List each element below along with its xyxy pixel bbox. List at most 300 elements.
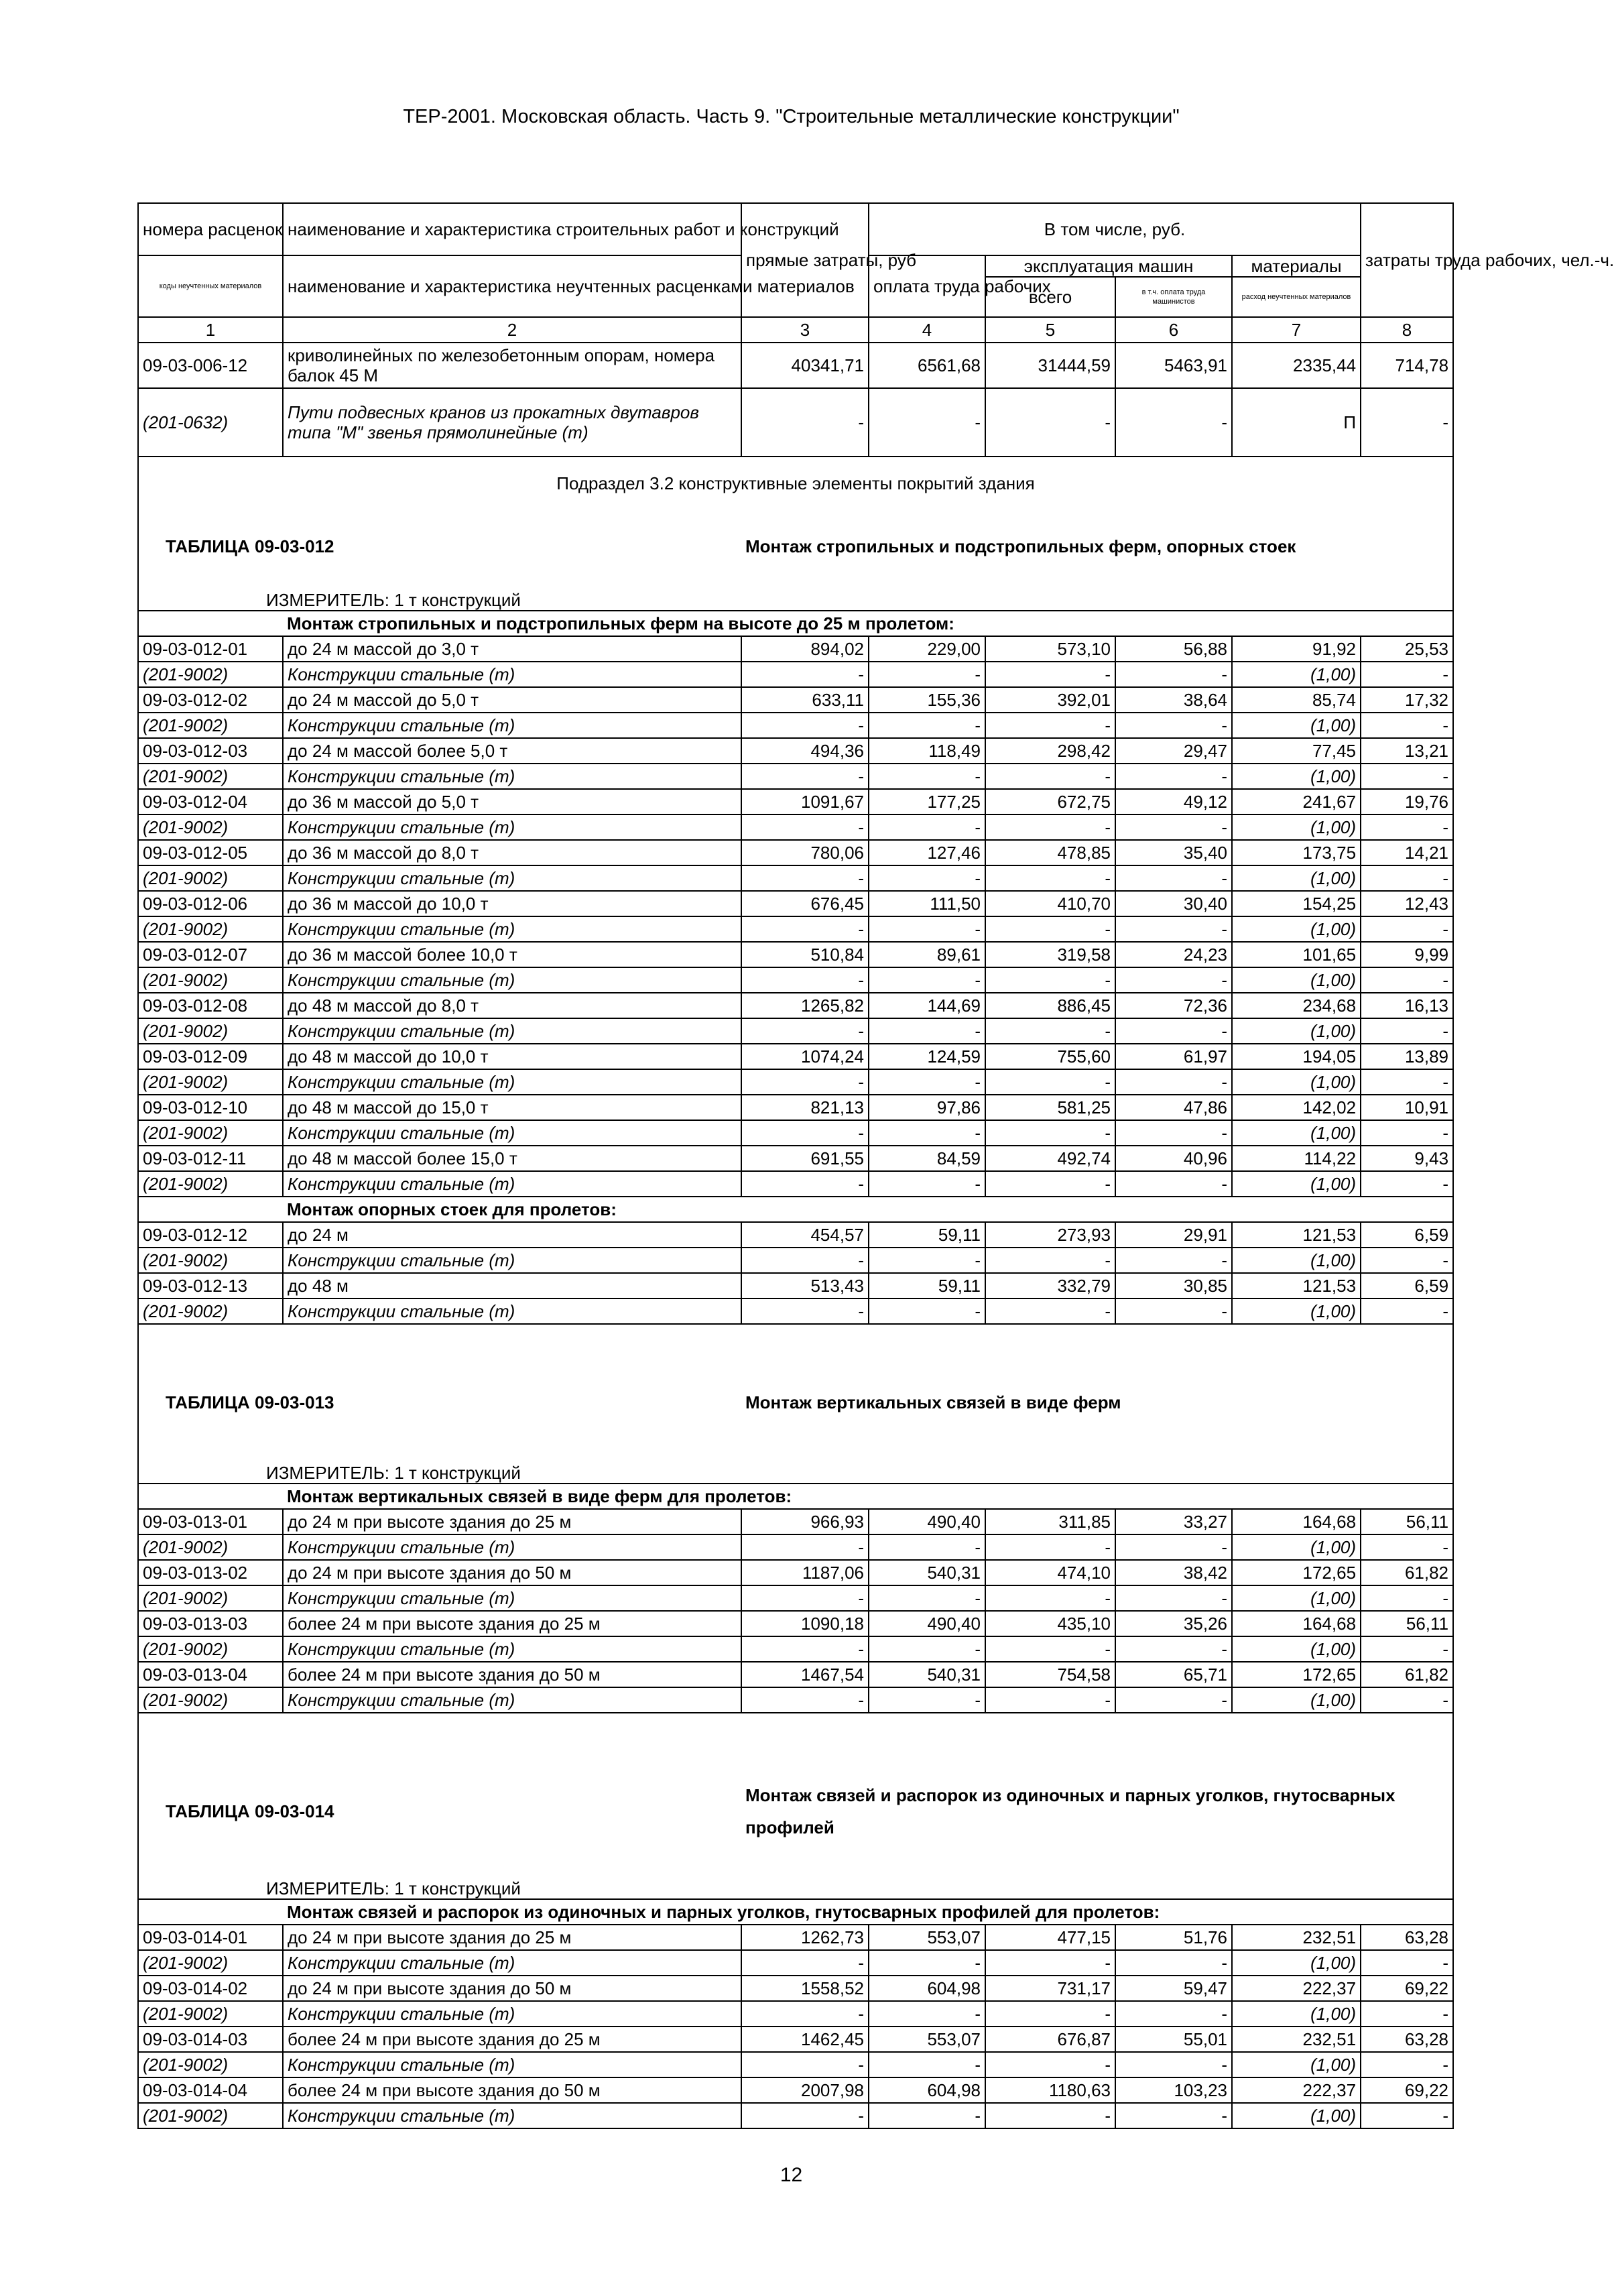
machines-total: 435,10: [985, 1611, 1115, 1636]
material-name: Конструкции стальные (т): [283, 916, 741, 942]
labor-hours: -: [1361, 1120, 1453, 1146]
labor-hours: -: [1361, 1018, 1453, 1044]
wages: 553,07: [869, 1925, 985, 1950]
materials: (1,00): [1232, 764, 1361, 789]
labor-hours: 56,11: [1361, 1509, 1453, 1534]
material-code: (201-9002): [138, 1069, 283, 1095]
wages: -: [869, 865, 985, 891]
machinists-wages: 61,97: [1115, 1044, 1232, 1069]
wages: 229,00: [869, 636, 985, 662]
material-code: (201-9002): [138, 1298, 283, 1324]
labor-hours: -: [1361, 2052, 1453, 2077]
machinists-wages: -: [1115, 1171, 1232, 1197]
col-machinists-header: в т.ч. оплата труда машинистов: [1115, 277, 1232, 317]
machinists-wages: 24,23: [1115, 942, 1232, 967]
machinists-wages: -: [1115, 1018, 1232, 1044]
direct-costs: -: [741, 967, 869, 993]
table-row: [138, 636, 1453, 662]
machines-total: 676,87: [985, 2027, 1115, 2052]
rate-code: 09-03-012-05: [138, 840, 283, 865]
material-code: (201-9002): [138, 764, 283, 789]
labor-hours: -: [1361, 1171, 1453, 1197]
material-name: Конструкции стальные (т): [283, 713, 741, 738]
wages: 604,98: [869, 2077, 985, 2103]
machines-total: 731,17: [985, 1976, 1115, 2001]
material-row: [138, 1171, 1453, 1197]
machines-total: -: [985, 1950, 1115, 1976]
labor-hours: 63,28: [1361, 1925, 1453, 1950]
wages: -: [869, 2103, 985, 2128]
materials: 194,05: [1232, 1044, 1361, 1069]
materials: 232,51: [1232, 1925, 1361, 1950]
machines-total: 474,10: [985, 1560, 1115, 1585]
materials: 172,65: [1232, 1662, 1361, 1687]
header-row-1: [138, 203, 1453, 255]
material-row: [138, 1120, 1453, 1146]
machines-total: -: [985, 814, 1115, 840]
table-gap: [138, 1713, 1453, 1751]
machines-total: 31444,59: [985, 343, 1115, 388]
table-row: [138, 1925, 1453, 1950]
machines-total: 492,74: [985, 1146, 1115, 1171]
materials: (1,00): [1232, 814, 1361, 840]
spacer: [138, 1324, 1453, 1362]
machines-total: -: [985, 764, 1115, 789]
table-row: [138, 1273, 1453, 1298]
machinists-wages: 29,47: [1115, 738, 1232, 764]
rate-code: 09-03-012-09: [138, 1044, 283, 1069]
materials: 222,37: [1232, 2077, 1361, 2103]
materials: 222,37: [1232, 1976, 1361, 2001]
direct-costs: -: [741, 1018, 869, 1044]
col-num: 5: [985, 317, 1115, 343]
material-code: (201-9002): [138, 1534, 283, 1560]
machinists-wages: -: [1115, 1534, 1232, 1560]
machinists-wages: 51,76: [1115, 1925, 1232, 1950]
table-row: [138, 1509, 1453, 1534]
material-code: (201-9002): [138, 2052, 283, 2077]
direct-costs: -: [741, 814, 869, 840]
machinists-wages: -: [1115, 967, 1232, 993]
table-name: Монтаж связей и распорок из одиночных и парных уголков, гнутосварных профилей: [741, 1751, 1453, 1872]
labor-hours: 14,21: [1361, 840, 1453, 865]
machines-total: 311,85: [985, 1509, 1115, 1534]
wages: -: [869, 662, 985, 687]
machinists-wages: 40,96: [1115, 1146, 1232, 1171]
wages: 604,98: [869, 1976, 985, 2001]
machinists-wages: -: [1115, 865, 1232, 891]
material-name: Конструкции стальные (т): [283, 1298, 741, 1324]
wages: 540,31: [869, 1560, 985, 1585]
material-name: Конструкции стальные (т): [283, 967, 741, 993]
machines-total: -: [985, 967, 1115, 993]
col-machines-total-header: всего: [985, 277, 1115, 317]
col-wages-header: оплата труда рабочих: [869, 255, 985, 317]
table-gap: [138, 1324, 1453, 1362]
machines-total: -: [985, 713, 1115, 738]
rate-name: до 48 м массой до 8,0 т: [283, 993, 741, 1018]
wages: -: [869, 1069, 985, 1095]
labor-hours: -: [1361, 713, 1453, 738]
labor-hours: 16,13: [1361, 993, 1453, 1018]
rate-name: до 24 м: [283, 1222, 741, 1248]
rate-name: до 36 м массой до 10,0 т: [283, 891, 741, 916]
material-name: Конструкции стальные (т): [283, 2052, 741, 2077]
labor-hours: 714,78: [1361, 343, 1453, 388]
direct-costs: -: [741, 1636, 869, 1662]
direct-costs: 1262,73: [741, 1925, 869, 1950]
col-group-header: В том числе, руб.: [869, 203, 1361, 255]
group-title: Монтаж связей и распорок из одиночных и парных уголков, гнутосварных профилей для пролетов:: [283, 1899, 1453, 1925]
table-heading-row: [138, 1751, 1453, 1872]
material-code: (201-9002): [138, 916, 283, 942]
machines-total: 672,75: [985, 789, 1115, 814]
table-row: [138, 738, 1453, 764]
table-heading-row: [138, 509, 1453, 583]
machinists-wages: -: [1115, 1636, 1232, 1662]
table-row: [138, 1611, 1453, 1636]
labor-hours: -: [1361, 967, 1453, 993]
labor-hours: -: [1361, 1950, 1453, 1976]
col-codes-header: номера расценок: [138, 203, 283, 255]
labor-hours: -: [1361, 1069, 1453, 1095]
table-code: ТАБЛИЦА 09-03-013: [138, 1362, 741, 1443]
group-title-row: [138, 1197, 1453, 1222]
material-row: [138, 662, 1453, 687]
section-title: Подраздел 3.2 конструктивные элементы покрытий здания: [138, 457, 1453, 509]
wages: 6561,68: [869, 343, 985, 388]
col-name-sub-header: наименование и характеристика неучтенных расценками материалов: [283, 255, 741, 317]
table-code: ТАБЛИЦА 09-03-012: [138, 509, 741, 583]
machines-total: -: [985, 1069, 1115, 1095]
machinists-wages: -: [1115, 1248, 1232, 1273]
machines-total: -: [985, 865, 1115, 891]
materials: (1,00): [1232, 1950, 1361, 1976]
rate-code: 09-03-006-12: [138, 343, 283, 388]
labor-hours: -: [1361, 1636, 1453, 1662]
machines-total: -: [985, 2001, 1115, 2027]
machines-total: -: [985, 1248, 1115, 1273]
col-num: 6: [1115, 317, 1232, 343]
direct-costs: -: [741, 1120, 869, 1146]
materials: (1,00): [1232, 2052, 1361, 2077]
materials: 101,65: [1232, 942, 1361, 967]
labor-hours: 10,91: [1361, 1095, 1453, 1120]
spacer: [138, 1899, 283, 1925]
machinists-wages: -: [1115, 814, 1232, 840]
materials: (1,00): [1232, 916, 1361, 942]
spacer: [138, 611, 283, 636]
machinists-wages: 30,40: [1115, 891, 1232, 916]
rate-name: более 24 м при высоте здания до 50 м: [283, 1662, 741, 1687]
material-row: [138, 1534, 1453, 1560]
material-name: Конструкции стальные (т): [283, 1950, 741, 1976]
direct-costs: 1558,52: [741, 1976, 869, 2001]
material-name: Конструкции стальные (т): [283, 1171, 741, 1197]
direct-costs: 510,84: [741, 942, 869, 967]
machines-total: -: [985, 1120, 1115, 1146]
labor-hours: -: [1361, 1534, 1453, 1560]
materials: (1,00): [1232, 713, 1361, 738]
measure-unit: ИЗМЕРИТЕЛЬ: 1 т конструкций: [138, 1443, 1453, 1484]
wages: 490,40: [869, 1611, 985, 1636]
direct-costs: 1265,82: [741, 993, 869, 1018]
wages: 124,59: [869, 1044, 985, 1069]
machines-total: -: [985, 1585, 1115, 1611]
rate-code: 09-03-012-03: [138, 738, 283, 764]
page-number: 12: [780, 2164, 803, 2186]
col-direct-costs-header: прямые затраты, руб: [741, 203, 869, 317]
machinists-wages: -: [1115, 662, 1232, 687]
materials: (1,00): [1232, 1585, 1361, 1611]
wages: 59,11: [869, 1222, 985, 1248]
machinists-wages: 49,12: [1115, 789, 1232, 814]
wages: 97,86: [869, 1095, 985, 1120]
machinists-wages: 30,85: [1115, 1273, 1232, 1298]
col-num: 7: [1232, 317, 1361, 343]
labor-hours: 13,89: [1361, 1044, 1453, 1069]
machines-total: -: [985, 1298, 1115, 1324]
material-row: [138, 1248, 1453, 1273]
wages: 540,31: [869, 1662, 985, 1687]
machines-total: -: [985, 1534, 1115, 1560]
table-row: [138, 891, 1453, 916]
labor-hours: -: [1361, 1248, 1453, 1273]
table-row: [138, 687, 1453, 713]
machinists-wages: 38,64: [1115, 687, 1232, 713]
materials: 142,02: [1232, 1095, 1361, 1120]
material-row: [138, 2052, 1453, 2077]
machinists-wages: -: [1115, 2001, 1232, 2027]
rate-code: 09-03-012-06: [138, 891, 283, 916]
rate-code: 09-03-013-01: [138, 1509, 283, 1534]
direct-costs: 1187,06: [741, 1560, 869, 1585]
direct-costs: 691,55: [741, 1146, 869, 1171]
rate-name: до 48 м массой до 15,0 т: [283, 1095, 741, 1120]
labor-hours: 56,11: [1361, 1611, 1453, 1636]
materials: 172,65: [1232, 1560, 1361, 1585]
col-materials-header: материалы: [1232, 255, 1361, 277]
labor-hours: -: [1361, 865, 1453, 891]
material-row: [138, 1636, 1453, 1662]
rate-name: до 24 м при высоте здания до 25 м: [283, 1925, 741, 1950]
wages: -: [869, 967, 985, 993]
table-heading-row: [138, 1362, 1453, 1443]
rate-code: 09-03-014-03: [138, 2027, 283, 2052]
material-code: (201-9002): [138, 1636, 283, 1662]
rate-code: 09-03-012-12: [138, 1222, 283, 1248]
machinists-wages: -: [1115, 1120, 1232, 1146]
machines-total: 754,58: [985, 1662, 1115, 1687]
material-name: Конструкции стальные (т): [283, 1069, 741, 1095]
labor-hours: -: [1361, 814, 1453, 840]
machines-total: 319,58: [985, 942, 1115, 967]
rate-name: криволинейных по железобетонным опорам, номера балок 45 М: [283, 343, 741, 388]
section-title-row: [138, 457, 1453, 509]
machinists-wages: -: [1115, 1298, 1232, 1324]
wages: -: [869, 2052, 985, 2077]
machinists-wages: 56,88: [1115, 636, 1232, 662]
materials: 121,53: [1232, 1222, 1361, 1248]
rate-name: до 48 м: [283, 1273, 741, 1298]
materials: 121,53: [1232, 1273, 1361, 1298]
rate-name: до 24 м массой до 3,0 т: [283, 636, 741, 662]
materials: 2335,44: [1232, 343, 1361, 388]
direct-costs: -: [741, 2052, 869, 2077]
col-name-header: наименование и характеристика строительных работ и конструкций: [283, 203, 741, 255]
rate-name: до 24 м массой до 5,0 т: [283, 687, 741, 713]
material-row: [138, 764, 1453, 789]
machines-total: -: [985, 1171, 1115, 1197]
machines-total: -: [985, 2052, 1115, 2077]
materials: 114,22: [1232, 1146, 1361, 1171]
material-code: (201-9002): [138, 1248, 283, 1273]
direct-costs: 894,02: [741, 636, 869, 662]
materials: 173,75: [1232, 840, 1361, 865]
material-code: (201-9002): [138, 2103, 283, 2128]
direct-costs: -: [741, 1585, 869, 1611]
machines-total: -: [985, 2103, 1115, 2128]
material-name: Конструкции стальные (т): [283, 1534, 741, 1560]
machines-total: 332,79: [985, 1273, 1115, 1298]
measure-row: [138, 1443, 1453, 1484]
group-title: Монтаж вертикальных связей в виде ферм для пролетов:: [283, 1484, 1453, 1509]
col-labor-header: затраты труда рабочих, чел.-ч.: [1361, 203, 1453, 317]
rate-name: до 48 м массой более 15,0 т: [283, 1146, 741, 1171]
machinists-wages: 35,40: [1115, 840, 1232, 865]
machines-total: -: [985, 388, 1115, 457]
labor-hours: 6,59: [1361, 1222, 1453, 1248]
labor-hours: 63,28: [1361, 2027, 1453, 2052]
labor-hours: 69,22: [1361, 1976, 1453, 2001]
materials: (1,00): [1232, 967, 1361, 993]
group-title: Монтаж опорных стоек для пролетов:: [283, 1197, 1453, 1222]
spacer: [138, 1713, 1453, 1751]
material-name: Пути подвесных кранов из прокатных двутавров типа "М" звенья прямолинейные (т): [283, 388, 741, 457]
materials: 154,25: [1232, 891, 1361, 916]
machinists-wages: 59,47: [1115, 1976, 1232, 2001]
wages: -: [869, 1585, 985, 1611]
labor-hours: -: [1361, 388, 1453, 457]
wages: -: [869, 2001, 985, 2027]
wages: -: [869, 1636, 985, 1662]
material-row: [138, 1585, 1453, 1611]
labor-hours: 25,53: [1361, 636, 1453, 662]
wages: 111,50: [869, 891, 985, 916]
direct-costs: -: [741, 1687, 869, 1713]
machinists-wages: 33,27: [1115, 1509, 1232, 1534]
group-title-row: [138, 1899, 1453, 1925]
direct-costs: 494,36: [741, 738, 869, 764]
direct-costs: 966,93: [741, 1509, 869, 1534]
material-code: (201-9002): [138, 967, 283, 993]
material-code: (201-9002): [138, 2001, 283, 2027]
machines-total: -: [985, 1636, 1115, 1662]
measure-unit: ИЗМЕРИТЕЛЬ: 1 т конструкций: [138, 583, 1453, 611]
col-num: 2: [283, 317, 741, 343]
material-row: [138, 1950, 1453, 1976]
rate-code: 09-03-012-10: [138, 1095, 283, 1120]
direct-costs: -: [741, 1950, 869, 1976]
direct-costs: -: [741, 662, 869, 687]
machinists-wages: -: [1115, 1585, 1232, 1611]
materials: (1,00): [1232, 1248, 1361, 1273]
wages: -: [869, 916, 985, 942]
materials: 91,92: [1232, 636, 1361, 662]
direct-costs: -: [741, 2103, 869, 2128]
machinists-wages: -: [1115, 388, 1232, 457]
material-code: (201-9002): [138, 1585, 283, 1611]
labor-hours: -: [1361, 916, 1453, 942]
materials: (1,00): [1232, 1171, 1361, 1197]
machinists-wages: -: [1115, 1069, 1232, 1095]
materials: (1,00): [1232, 2103, 1361, 2128]
direct-costs: -: [741, 1069, 869, 1095]
rate-code: 09-03-012-02: [138, 687, 283, 713]
materials: 241,67: [1232, 789, 1361, 814]
materials: (1,00): [1232, 865, 1361, 891]
wages: -: [869, 1534, 985, 1560]
wages: 553,07: [869, 2027, 985, 2052]
direct-costs: 821,13: [741, 1095, 869, 1120]
machines-total: 478,85: [985, 840, 1115, 865]
material-name: Конструкции стальные (т): [283, 814, 741, 840]
materials: (1,00): [1232, 1018, 1361, 1044]
direct-costs: 1074,24: [741, 1044, 869, 1069]
measure-row: [138, 583, 1453, 611]
machinists-wages: 72,36: [1115, 993, 1232, 1018]
materials: 164,68: [1232, 1611, 1361, 1636]
table-row: [138, 2027, 1453, 2052]
material-code: (201-9002): [138, 713, 283, 738]
direct-costs: 40341,71: [741, 343, 869, 388]
group-title-row: [138, 1484, 1453, 1509]
machinists-wages: -: [1115, 2103, 1232, 2128]
material-row: [138, 916, 1453, 942]
rate-code: 09-03-012-07: [138, 942, 283, 967]
table-row: [138, 1662, 1453, 1687]
table-row: [138, 1976, 1453, 2001]
col-unaccounted-materials-header: расход неучтенных материалов: [1232, 277, 1361, 317]
table-row: [138, 1560, 1453, 1585]
table-row: [138, 2077, 1453, 2103]
direct-costs: 1090,18: [741, 1611, 869, 1636]
machinists-wages: -: [1115, 1950, 1232, 1976]
rate-code: 09-03-012-04: [138, 789, 283, 814]
material-name: Конструкции стальные (т): [283, 1248, 741, 1273]
labor-hours: 19,76: [1361, 789, 1453, 814]
material-row: [138, 814, 1453, 840]
labor-hours: -: [1361, 662, 1453, 687]
rate-code: 09-03-012-13: [138, 1273, 283, 1298]
materials: (1,00): [1232, 1298, 1361, 1324]
machinists-wages: 103,23: [1115, 2077, 1232, 2103]
machinists-wages: -: [1115, 2052, 1232, 2077]
material-row: [138, 967, 1453, 993]
machines-total: 573,10: [985, 636, 1115, 662]
material-name: Конструкции стальные (т): [283, 1585, 741, 1611]
rate-code: 09-03-012-11: [138, 1146, 283, 1171]
machines-total: 1180,63: [985, 2077, 1115, 2103]
material-code: (201-9002): [138, 1018, 283, 1044]
col-num: 4: [869, 317, 985, 343]
direct-costs: 2007,98: [741, 2077, 869, 2103]
wages: -: [869, 1248, 985, 1273]
material-name: Конструкции стальные (т): [283, 662, 741, 687]
table-name: Монтаж стропильных и подстропильных ферм, опорных стоек: [741, 509, 1453, 583]
rate-code: 09-03-012-08: [138, 993, 283, 1018]
wages: 127,46: [869, 840, 985, 865]
